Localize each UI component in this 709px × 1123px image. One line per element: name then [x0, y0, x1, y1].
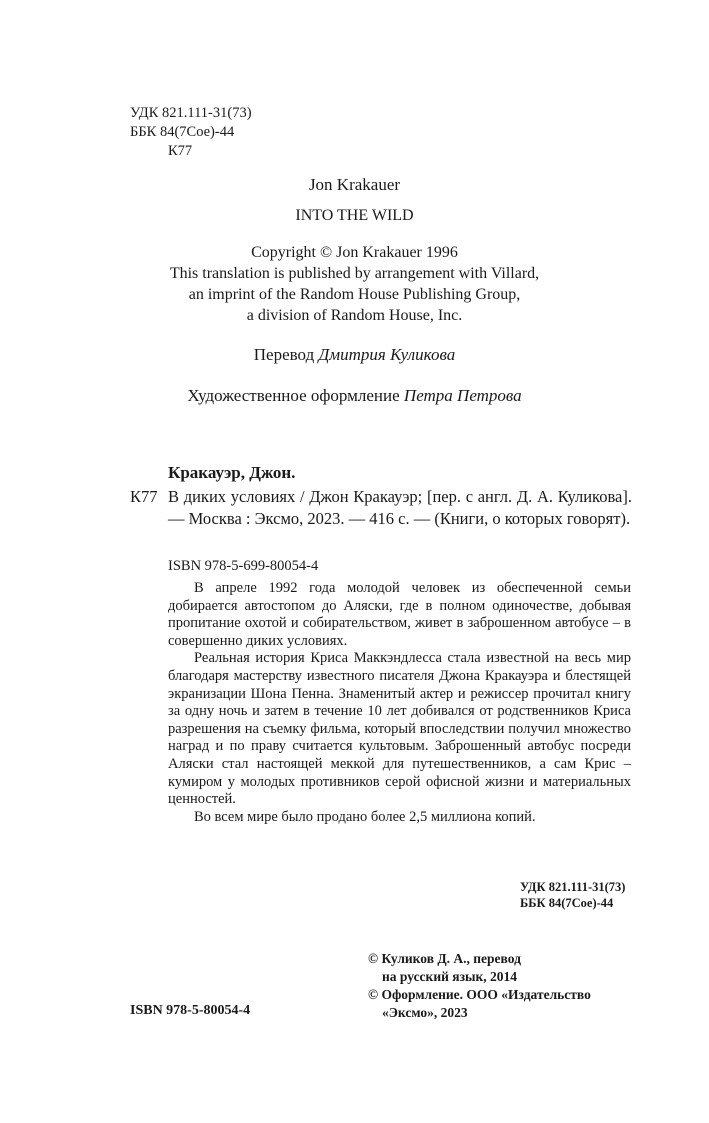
annotation-paragraph: Во всем мире было продано более 2,5 миллиона копий.	[194, 808, 536, 825]
design-prefix: Художественное оформление	[187, 386, 404, 405]
translation-prefix: Перевод	[253, 345, 319, 364]
annotation-paragraph: Реальная история Криса Маккэндлесса стала известной на весь мир благодаря мастерству известного писателя Джона Кракауэра и блестящей экранизации Шона Пенна. Знаменитый актер и режиссер прочитал книгу за одну ночь и затем в течение 10 лет добивался от родственников Криса разрешения на съемку фильма, который впоследствии получил множество наград и по праву считается культовым. Заброшенный автобус посреди Аляски стал настоящей меккой для путешественников, а сам Крис – кумиром у молодых противников серой офисной жизни и материальных ценностей.	[168, 650, 631, 808]
copyright-design-1: © Оформление. ООО «Издательство	[368, 987, 591, 1002]
copyright-design-2: «Эксмо», 2023	[382, 1005, 468, 1020]
small-udk-code: УДК 821.111-31(73)	[520, 880, 626, 894]
translation-credit	[0, 344, 709, 366]
copyright-translation-2: на русский язык, 2014	[382, 969, 518, 984]
annotation	[168, 580, 631, 826]
copyright-line-4: a division of Random House, Inc.	[246, 307, 463, 324]
designer-name: Петра Петрова	[403, 386, 522, 405]
copyright-line-2: This translation is published by arrangement with Villard,	[169, 265, 540, 282]
annotation-paragraph: В апреле 1992 года молодой человек из обеспеченной семьи добирается автостопом до Аляски, где в полном одиночестве, добывая пропитание охотой и собирательством, живет в заброшенном автобусе – в совершенно диких условиях.	[168, 580, 631, 649]
bibliography-description: В диких условиях / Джон Кракауэр; [пер. с англ. Д. А. Куликова]. — Москва : Эксмо, 2023. — 416 с. — (Книги, о которых говорят).	[168, 487, 632, 528]
copyright-line-1: Copyright © Jon Krakauer 1996	[251, 244, 458, 261]
book-title-en: INTO THE WILD	[295, 207, 414, 224]
small-bbk-code: ББК 84(7Сое)-44	[520, 896, 614, 910]
author-name-en: Jon Krakauer	[308, 175, 401, 194]
copyright-translation-1: © Куликов Д. А., перевод	[368, 951, 521, 966]
bibliography-heading: Кракауэр, Джон.	[168, 463, 296, 482]
bibliography-isbn: ISBN 978-5-699-80054-4	[168, 558, 319, 574]
translator-name: Дмитрия Куликова	[318, 345, 456, 364]
udk-code: УДК 821.111-31(73)	[130, 105, 252, 121]
bibliography-sign: К77	[130, 487, 158, 506]
author-sign: К77	[168, 143, 193, 159]
copyright-line-3: an imprint of the Random House Publishing Group,	[188, 286, 521, 303]
bbk-code: ББК 84(7Сое)-44	[130, 124, 235, 140]
footer-isbn: ISBN 978-5-80054-4	[130, 1003, 251, 1018]
design-credit	[0, 385, 709, 407]
